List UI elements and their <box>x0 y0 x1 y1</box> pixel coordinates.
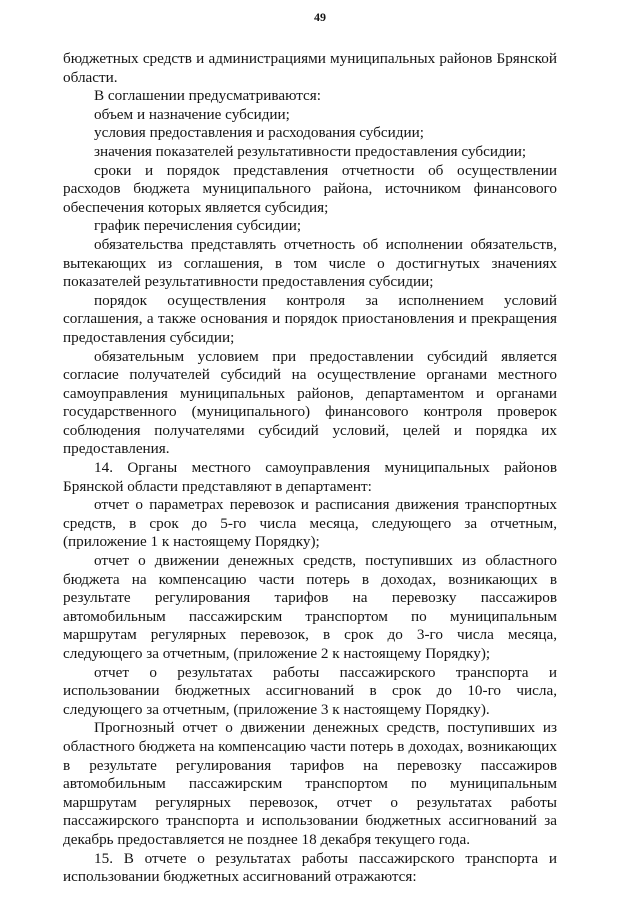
paragraph-item: условия предоставления и расходования субсидии; <box>94 124 424 142</box>
paragraph-item: объем и назначение субсидии; <box>94 105 290 123</box>
paragraph-report-item: отчет о результатах работы пассажирского транспорта и использовании бюджетных ассигнований в срок до 10-го числа, следующего за отчетным, (приложение 3 к настоящему Порядку). <box>63 663 557 718</box>
paragraph-section-14: 14. Органы местного самоуправления муниципальных районов Брянской области представляют в департамент: <box>63 459 557 495</box>
paragraph-item: обязательства представлять отчетность об исполнении обязательств, вытекающих из соглашения, в том числе о достигнутых значениях показателей результативности предоставления субсидии; <box>63 235 557 291</box>
paragraph-report-item: отчет о параметрах перевозок и расписания движения транспортных средств, в срок до 5-го числа месяца, следующего за отчетным, (приложение 1 к настоящему Порядку); <box>63 496 557 551</box>
paragraph-item: порядок осуществления контроля за исполнением условий соглашения, а также основания и порядок приостановления и прекращения предоставления субсидии; <box>63 291 557 346</box>
paragraph-agreement-intro: В соглашении предусматриваются: <box>94 87 322 105</box>
paragraph-item: сроки и порядок представления отчетности об осуществлении расходов бюджета муниципального района, источником финансового обеспечения которых является субсидия; <box>63 161 557 216</box>
paragraph-item: значения показателей результативности предоставления субсидии; <box>94 142 527 160</box>
paragraph-item: обязательным условием при предоставлении субсидий является согласие получателей субсидий на осуществление органами местного самоуправления муниципальных районов, департаментом и органами государственного (муниципального) финансового контроля проверок соблюдения получателями субсидий условий, целей и порядка их предоставления. <box>63 347 557 458</box>
document-body <box>63 50 557 887</box>
paragraph-continuation: бюджетных средств и администрациями муниципальных районов Брянской области. <box>63 50 557 86</box>
paragraph-section-15: 15. В отчете о результатах работы пассажирского транспорта и использовании бюджетных ассигнований отражаются: <box>63 849 557 886</box>
paragraph-forecast-report: Прогнозный отчет о движении денежных средств, поступивших из областного бюджета на компенсацию части потерь в доходах, возникающих в результате регулирования тарифов на перевозку пассажиров автомобильным пассажирским транспортом по муниципальным маршрутам регулярных перевозок, отчет о результатах работы пассажирского транспорта и использовании бюджетных ассигнований за декабрь предоставляется не позднее 18 декабря текущего года. <box>63 719 557 848</box>
paragraph-report-item: отчет о движении денежных средств, поступивших из областного бюджета на компенсацию части потерь в доходах, возникающих в результате регулирования тарифов на перевозку пассажиров автомобильным пассажирским транспортом по муниципальным маршрутам регулярных перевозок, в срок до 3-го числа месяца, следующего за отчетным, (приложение 2 к настоящему Порядку); <box>63 552 557 662</box>
paragraph-item: график перечисления субсидии; <box>94 217 302 235</box>
page-number: 49 <box>314 10 326 24</box>
